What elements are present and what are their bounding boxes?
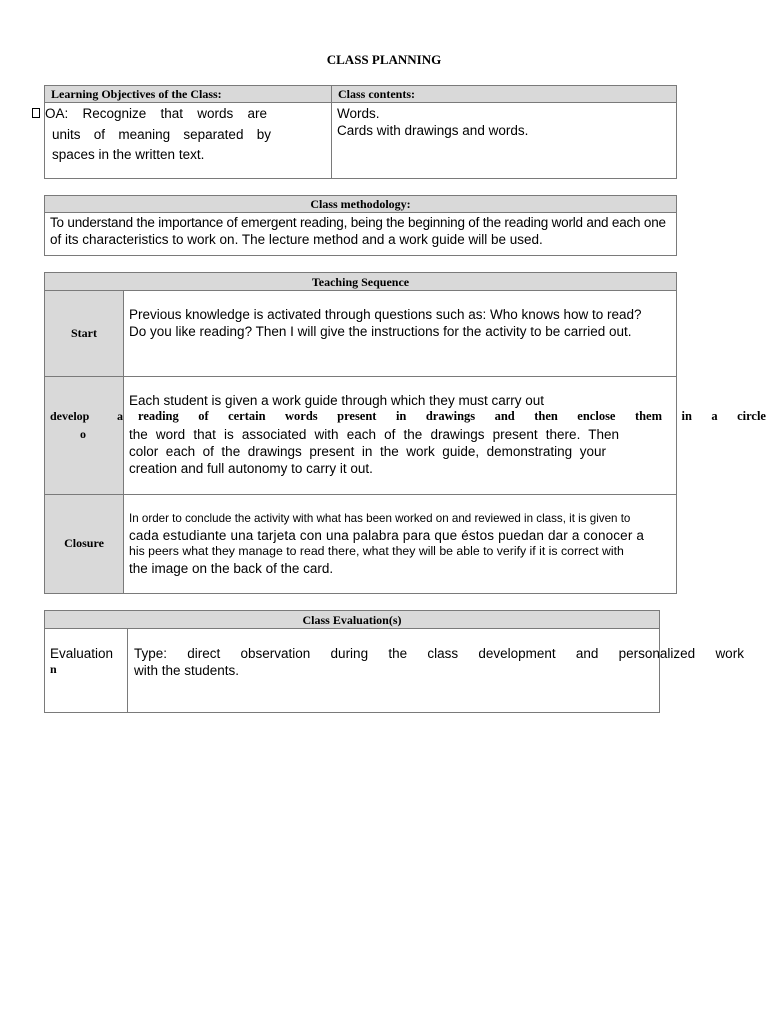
eval-word: the <box>388 646 408 661</box>
eval-word: direct <box>187 646 221 661</box>
develop-label: develop a <box>50 409 123 423</box>
develop-bold-line <box>138 409 766 424</box>
bullet-icon <box>32 108 40 118</box>
develop-line-4: color each of the drawings present in the work guide, demonstrating your <box>129 444 606 459</box>
eval-word: personalized <box>618 646 696 661</box>
page-title: CLASS PLANNING <box>326 52 442 67</box>
objectives-table <box>44 85 677 179</box>
objective-line-2: units of meaning separated by <box>52 127 271 142</box>
bold-word: then <box>534 409 558 423</box>
develop-line-1: Each student is given a work guide through which they must carry out <box>129 393 544 408</box>
eval-word: development <box>478 646 556 661</box>
bold-word: a <box>711 409 718 423</box>
bold-word: enclose <box>577 409 616 423</box>
develop-line-5: creation and full autonomy to carry it out. <box>129 461 373 476</box>
column-divider <box>331 86 332 178</box>
methodology-line-2: of its characteristics to work on. The lecture method and a work guide will be used. <box>50 232 543 247</box>
bold-word: circle <box>737 409 766 423</box>
start-label: Start <box>45 291 123 376</box>
objective-line-1: OA: Recognize that words are <box>45 106 267 121</box>
eval-word: Type: <box>134 646 168 661</box>
sequence-column-divider <box>123 291 124 593</box>
row-divider-start <box>45 376 676 377</box>
evaluation-column-divider <box>127 629 128 712</box>
bold-word: and <box>494 409 515 423</box>
bold-word: drawings <box>425 409 476 423</box>
objectives-header: Learning Objectives of the Class: <box>45 86 332 103</box>
evaluation-header: Class Evaluation(s) <box>45 611 659 629</box>
eval-word: work <box>715 646 744 661</box>
content-item-1: Words. <box>337 106 380 121</box>
row-divider-develop <box>45 494 676 495</box>
closure-line-2: cada estudiante una tarjeta con una palabra para que éstos puedan dar a conocer a <box>129 528 645 543</box>
closure-line-3: his peers what they manage to read there, what they will be able to verify if it is correct with <box>129 544 624 558</box>
bold-word: them <box>634 409 663 423</box>
bold-word: in <box>681 409 692 423</box>
eval-word: during <box>330 646 369 661</box>
content-item-2: Cards with drawings and words. <box>337 123 529 138</box>
bold-word: certain <box>228 409 266 423</box>
evaluation-line-2: with the students. <box>134 663 240 678</box>
eval-word: class <box>427 646 459 661</box>
sequence-header: Teaching Sequence <box>45 273 676 291</box>
evaluation-line-1 <box>134 645 744 662</box>
eval-word: and <box>575 646 599 661</box>
closure-line-1: In order to conclude the activity with what has been worked on and reviewed in class, it is given to <box>129 512 631 525</box>
evaluation-label: Evaluation <box>50 646 114 661</box>
closure-label: Closure <box>45 494 123 593</box>
methodology-line-1: To understand the importance of emergent reading, being the beginning of the reading world and each one <box>50 215 666 230</box>
contents-header: Class contents: <box>332 86 676 103</box>
develop-label-continued: o <box>80 427 86 441</box>
start-line-1: Previous knowledge is activated through questions such as: Who knows how to read? <box>129 307 642 322</box>
bold-word: of <box>198 409 209 423</box>
methodology-header: Class methodology: <box>45 196 676 213</box>
bold-word: present <box>337 409 377 423</box>
develop-line-3: the word that is associated with each of the drawings present there. Then <box>129 427 619 442</box>
start-line-2: Do you like reading? Then I will give the instructions for the activity to be carried out. <box>129 324 632 339</box>
bold-word: in <box>395 409 407 423</box>
bold-word: words <box>285 409 318 423</box>
closure-line-4: the image on the back of the card. <box>129 561 334 576</box>
eval-word: observation <box>240 646 311 661</box>
objective-line-3: spaces in the written text. <box>52 147 205 162</box>
evaluation-label-continued: n <box>50 662 57 676</box>
bold-word: reading <box>138 409 179 423</box>
